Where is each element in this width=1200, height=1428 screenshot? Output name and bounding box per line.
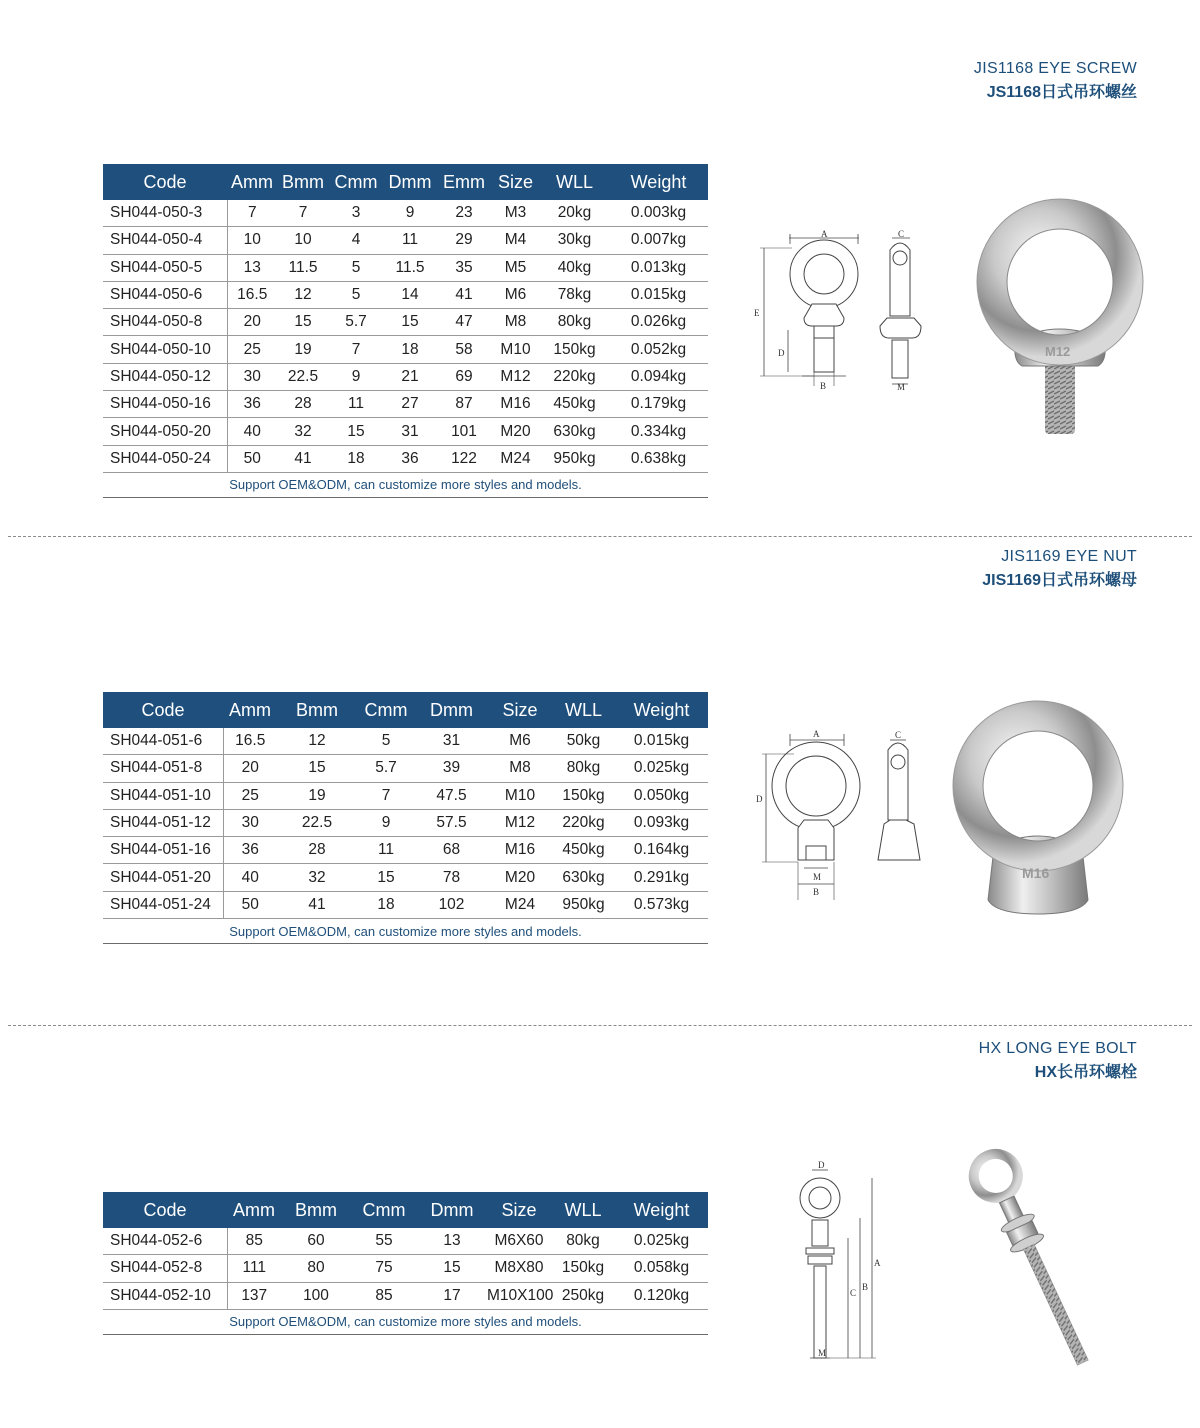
table-cell: M6X60 — [487, 1228, 551, 1255]
table-cell: 30 — [227, 363, 277, 390]
table-cell: 0.334kg — [609, 418, 708, 445]
table-cell: 9 — [357, 809, 415, 836]
table-cell: 12 — [277, 728, 357, 755]
code-cell: SH044-052-6 — [103, 1228, 227, 1255]
table-cell: 950kg — [540, 445, 609, 472]
table-cell: 9 — [383, 200, 437, 227]
table-cell: 60 — [281, 1228, 351, 1255]
table-cell: 4 — [329, 227, 383, 254]
table-cell: 0.058kg — [615, 1255, 708, 1282]
table-cell: 41 — [437, 281, 491, 308]
table-cell: M10 — [491, 336, 540, 363]
table-cell: 31 — [415, 728, 488, 755]
table-cell: 0.052kg — [609, 336, 708, 363]
dim-label-b: B — [820, 381, 827, 391]
table-cell: 11.5 — [383, 254, 437, 281]
table-cell: 0.120kg — [615, 1282, 708, 1309]
table-cell: 5.7 — [357, 755, 415, 782]
code-cell: SH044-050-24 — [103, 445, 227, 472]
code-cell: SH044-050-6 — [103, 281, 227, 308]
table-cell: 0.026kg — [609, 309, 708, 336]
table-cell: 17 — [417, 1282, 487, 1309]
column-header: WLL — [540, 164, 609, 200]
table-cell: 450kg — [552, 837, 615, 864]
dim-label-e: E — [754, 308, 760, 318]
table-cell: 0.638kg — [609, 445, 708, 472]
dim-label-c: C — [895, 730, 902, 740]
table-cell: M12 — [488, 809, 552, 836]
table-cell: 5 — [329, 281, 383, 308]
table-cell: 87 — [437, 391, 491, 418]
table-cell: 32 — [277, 418, 329, 445]
table-cell: 15 — [383, 309, 437, 336]
table-cell: 18 — [329, 445, 383, 472]
table-cell: M5 — [491, 254, 540, 281]
table-cell: 101 — [437, 418, 491, 445]
table-cell: M20 — [491, 418, 540, 445]
table-cell: 30kg — [540, 227, 609, 254]
table-note-row — [103, 1309, 708, 1334]
table-cell: 25 — [227, 336, 277, 363]
table-cell: 0.050kg — [615, 782, 708, 809]
dim-label-m: M — [813, 872, 822, 882]
table-cell: 250kg — [551, 1282, 615, 1309]
code-cell: SH044-050-3 — [103, 200, 227, 227]
table-cell: 36 — [223, 837, 277, 864]
table-cell: 0.025kg — [615, 755, 708, 782]
section-title-cn: HX长吊环螺栓 — [1034, 1064, 1137, 1081]
table-cell: M20 — [488, 864, 552, 891]
long-eye-bolt-photo — [960, 1145, 1120, 1370]
code-cell: SH044-051-24 — [103, 891, 223, 918]
section-title-en: JIS1168 EYE SCREW — [973, 60, 1137, 77]
table-cell: 50 — [223, 891, 277, 918]
table-cell: 111 — [227, 1255, 281, 1282]
column-header: Amm — [227, 1192, 281, 1228]
column-header: Dmm — [383, 164, 437, 200]
table-cell: 5 — [357, 728, 415, 755]
table-cell: 450kg — [540, 391, 609, 418]
code-cell: SH044-051-10 — [103, 782, 223, 809]
table-cell: 9 — [329, 363, 383, 390]
table-cell: 28 — [277, 837, 357, 864]
dim-label-d: D — [756, 794, 763, 804]
table-cell: 0.015kg — [615, 728, 708, 755]
table-cell: 0.013kg — [609, 254, 708, 281]
column-header: Size — [491, 164, 540, 200]
table-cell: 18 — [357, 891, 415, 918]
code-cell: SH044-051-8 — [103, 755, 223, 782]
table-cell: 23 — [437, 200, 491, 227]
table-cell: 0.015kg — [609, 281, 708, 308]
table-row — [103, 1255, 708, 1282]
dim-label-c: C — [898, 229, 905, 239]
column-header: WLL — [551, 1192, 615, 1228]
table-cell: 39 — [415, 755, 488, 782]
table-cell: 11 — [357, 837, 415, 864]
code-cell: SH044-050-8 — [103, 309, 227, 336]
code-cell: SH044-050-4 — [103, 227, 227, 254]
table-cell: 40 — [227, 418, 277, 445]
dim-label-d: D — [818, 1160, 825, 1170]
table-cell: 7 — [277, 200, 329, 227]
table-cell: M6 — [491, 281, 540, 308]
table-cell: 15 — [277, 755, 357, 782]
column-header: Code — [103, 692, 223, 728]
table-cell: 7 — [329, 336, 383, 363]
oem-note: Support OEM&ODM, can customize more styles and models. — [103, 472, 708, 497]
table-cell: 950kg — [552, 891, 615, 918]
table-cell: 0.003kg — [609, 200, 708, 227]
table-cell: 50kg — [552, 728, 615, 755]
dim-label-m: M — [897, 382, 906, 392]
table-cell: 29 — [437, 227, 491, 254]
table-header-row — [103, 1192, 708, 1228]
code-cell: SH044-052-8 — [103, 1255, 227, 1282]
column-header: Weight — [615, 692, 708, 728]
table-cell: M16 — [488, 837, 552, 864]
table-cell: 137 — [227, 1282, 281, 1309]
table-cell: 40kg — [540, 254, 609, 281]
section-title-cn: JS1168日式吊环螺丝 — [986, 84, 1137, 101]
column-header: Dmm — [415, 692, 488, 728]
table-cell: 80kg — [540, 309, 609, 336]
table-cell: M12 — [491, 363, 540, 390]
table-cell: 30 — [223, 809, 277, 836]
column-header: Code — [103, 164, 227, 200]
dim-label-a: A — [813, 729, 820, 739]
table-cell: 35 — [437, 254, 491, 281]
table-cell: 15 — [277, 309, 329, 336]
table-cell: 21 — [383, 363, 437, 390]
column-header: Weight — [615, 1192, 708, 1228]
table-cell: M10X100 — [487, 1282, 551, 1309]
table-cell: 7 — [357, 782, 415, 809]
code-cell: SH044-052-10 — [103, 1282, 227, 1309]
table-cell: M24 — [491, 445, 540, 472]
column-header: Weight — [609, 164, 708, 200]
table-cell: 27 — [383, 391, 437, 418]
table-cell: M8 — [488, 755, 552, 782]
table-cell: 0.094kg — [609, 363, 708, 390]
table-cell: 19 — [277, 782, 357, 809]
table-cell: 68 — [415, 837, 488, 864]
table-cell: 50 — [227, 445, 277, 472]
column-header: Amm — [227, 164, 277, 200]
table-cell: 0.025kg — [615, 1228, 708, 1255]
column-header: Bmm — [277, 692, 357, 728]
table-cell: M6 — [488, 728, 552, 755]
table-cell: 100 — [281, 1282, 351, 1309]
column-header: Emm — [437, 164, 491, 200]
table-cell: 31 — [383, 418, 437, 445]
column-header: Size — [488, 692, 552, 728]
table-cell: M4 — [491, 227, 540, 254]
table-cell: 69 — [437, 363, 491, 390]
table-cell: 10 — [227, 227, 277, 254]
table-cell: 20kg — [540, 200, 609, 227]
table-cell: 85 — [351, 1282, 417, 1309]
table-cell: M10 — [488, 782, 552, 809]
table-cell: 102 — [415, 891, 488, 918]
column-header: WLL — [552, 692, 615, 728]
photo-size-stamp: M12 — [1045, 344, 1071, 359]
dim-label-b: B — [813, 887, 820, 897]
code-cell: SH044-051-16 — [103, 837, 223, 864]
code-cell: SH044-050-5 — [103, 254, 227, 281]
table-cell: 7 — [227, 200, 277, 227]
column-header: Code — [103, 1192, 227, 1228]
table-cell: 20 — [223, 755, 277, 782]
table-cell: 22.5 — [277, 809, 357, 836]
table-row — [103, 1228, 708, 1255]
table-cell: 16.5 — [227, 281, 277, 308]
table-cell: 19 — [277, 336, 329, 363]
table-cell: 10 — [277, 227, 329, 254]
column-header: Size — [487, 1192, 551, 1228]
dim-label-c: C — [850, 1288, 857, 1298]
table-cell: 220kg — [552, 809, 615, 836]
table-cell: 80 — [281, 1255, 351, 1282]
table-cell: 78 — [415, 864, 488, 891]
table-cell: 11 — [329, 391, 383, 418]
photo-size-stamp: M16 — [1022, 865, 1050, 881]
table-cell: 220kg — [540, 363, 609, 390]
table-cell: 15 — [357, 864, 415, 891]
dim-label-d: D — [778, 348, 785, 358]
table-cell: 0.164kg — [615, 837, 708, 864]
table-cell: 11 — [383, 227, 437, 254]
section-title-en: JIS1169 EYE NUT — [1001, 548, 1137, 565]
table-cell: 80kg — [551, 1228, 615, 1255]
table-cell: 0.291kg — [615, 864, 708, 891]
table-cell: 13 — [417, 1228, 487, 1255]
table-cell: 18 — [383, 336, 437, 363]
table-cell: 58 — [437, 336, 491, 363]
table-cell: 22.5 — [277, 363, 329, 390]
table-cell: M3 — [491, 200, 540, 227]
column-header: Bmm — [277, 164, 329, 200]
code-cell: SH044-050-16 — [103, 391, 227, 418]
column-header: Cmm — [357, 692, 415, 728]
table-cell: 15 — [417, 1255, 487, 1282]
table-cell: 16.5 — [223, 728, 277, 755]
code-cell: SH044-050-20 — [103, 418, 227, 445]
code-cell: SH044-051-20 — [103, 864, 223, 891]
table-cell: 85 — [227, 1228, 281, 1255]
code-cell: SH044-050-10 — [103, 336, 227, 363]
table-cell: 3 — [329, 200, 383, 227]
table-cell: 14 — [383, 281, 437, 308]
table-cell: 75 — [351, 1255, 417, 1282]
long-eye-bolt-diagram — [790, 1158, 890, 1364]
column-header: Dmm — [417, 1192, 487, 1228]
table-cell: 150kg — [552, 782, 615, 809]
table-cell: 630kg — [540, 418, 609, 445]
table-cell: 36 — [383, 445, 437, 472]
column-header: Bmm — [281, 1192, 351, 1228]
column-header: Cmm — [351, 1192, 417, 1228]
table-cell: 55 — [351, 1228, 417, 1255]
code-cell: SH044-051-6 — [103, 728, 223, 755]
section-title-cn: JIS1169日式吊环螺母 — [982, 572, 1137, 589]
table-cell: 36 — [227, 391, 277, 418]
dim-label-b: B — [862, 1282, 869, 1292]
table-cell: 80kg — [552, 755, 615, 782]
table-cell: 0.179kg — [609, 391, 708, 418]
table-cell: M24 — [488, 891, 552, 918]
table-row — [103, 1282, 708, 1309]
dim-label-a: A — [821, 229, 828, 239]
table-cell: 0.007kg — [609, 227, 708, 254]
table-cell: 40 — [223, 864, 277, 891]
table-cell: 41 — [277, 445, 329, 472]
code-cell: SH044-051-12 — [103, 809, 223, 836]
table-cell: 32 — [277, 864, 357, 891]
oem-note: Support OEM&ODM, can customize more styles and models. — [103, 919, 708, 944]
table-cell: 5.7 — [329, 309, 383, 336]
table-cell: 15 — [329, 418, 383, 445]
table-cell: 41 — [277, 891, 357, 918]
table-cell: 0.573kg — [615, 891, 708, 918]
table-cell: 12 — [277, 281, 329, 308]
dim-label-m: M — [818, 1348, 827, 1358]
table-cell: M8X80 — [487, 1255, 551, 1282]
table-cell: 25 — [223, 782, 277, 809]
spec-table — [103, 1192, 708, 1335]
table-cell: 150kg — [540, 336, 609, 363]
dim-label-a: A — [874, 1258, 881, 1268]
table-cell: 11.5 — [277, 254, 329, 281]
table-cell: 47.5 — [415, 782, 488, 809]
table-cell: 150kg — [551, 1255, 615, 1282]
section-title-en: HX LONG EYE BOLT — [978, 1040, 1137, 1057]
table-cell: 13 — [227, 254, 277, 281]
table-cell: 78kg — [540, 281, 609, 308]
table-cell: 47 — [437, 309, 491, 336]
oem-note: Support OEM&ODM, can customize more styles and models. — [103, 1309, 708, 1334]
column-header: Amm — [223, 692, 277, 728]
table-cell: 57.5 — [415, 809, 488, 836]
table-cell: M16 — [491, 391, 540, 418]
table-cell: M8 — [491, 309, 540, 336]
table-cell: 5 — [329, 254, 383, 281]
table-cell: 20 — [227, 309, 277, 336]
column-header: Cmm — [329, 164, 383, 200]
code-cell: SH044-050-12 — [103, 363, 227, 390]
table-cell: 122 — [437, 445, 491, 472]
table-cell: 28 — [277, 391, 329, 418]
table-cell: 630kg — [552, 864, 615, 891]
table-cell: 0.093kg — [615, 809, 708, 836]
